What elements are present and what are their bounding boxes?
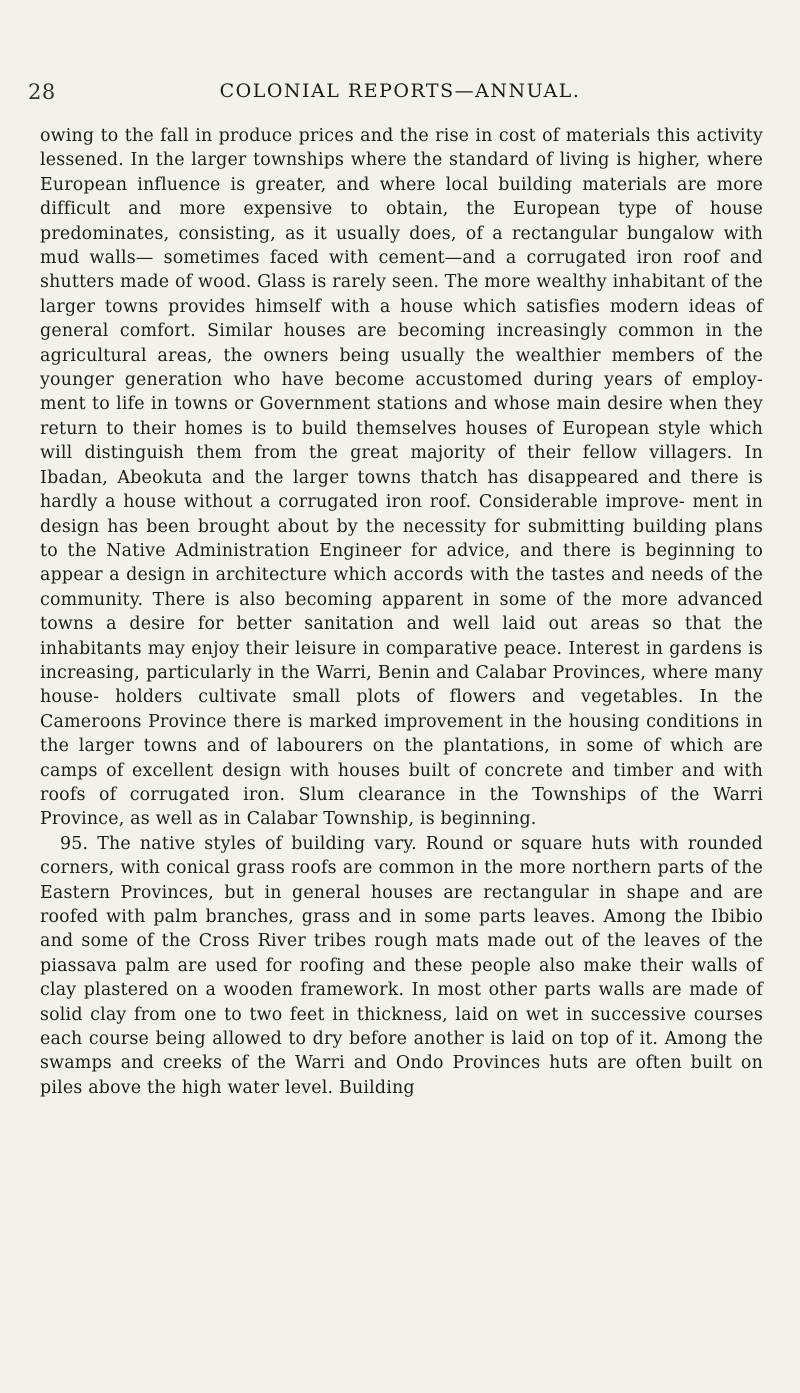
page-number: 28: [28, 80, 56, 104]
running-title: COLONIAL REPORTS—ANNUAL.: [219, 80, 581, 102]
body-text: [40, 124, 763, 1100]
paragraph-94-continued: owing to the fall in produce prices and the rise in cost of materials this activity lessened. In the larger townships where the standard of living is higher, where European influence is greater, and where local building materials are more difficult and more expensive to obtain, the European type of house predominates, consisting, as it usually does, of a rectangular bungalow with mud walls— sometimes faced with cement—and a corrugated iron roof and shutters made of wood. Glass is rarely seen. The more wealthy inhabitant of the larger towns provides himself with a house which satisfies modern ideas of general comfort. Similar houses are becoming increasingly common in the agricultural areas, the owners being usually the wealthier members of the younger generation who have become accustomed during years of employ- ment to life in towns or Government stations and whose main desire when they return to their homes is to build themselves houses of European style which will distinguish them from the great majority of their fellow villagers. In Ibadan, Abeokuta and the larger towns thatch has disappeared and there is hardly a house without a corrugated iron roof. Considerable improve- ment in design has been brought about by the necessity for submitting building plans to the Native Administration Engineer for advice, and there is beginning to appear a design in architecture which accords with the tastes and needs of the community. There is also becoming apparent in some of the more advanced towns a desire for better sanitation and well laid out areas so that the inhabitants may enjoy their leisure in comparative peace. Interest in gardens is increasing, particularly in the Warri, Benin and Calabar Provinces, where many house- holders cultivate small plots of flowers and vegetables. In the Cameroons Province there is marked improvement in the housing conditions in the larger towns and of labourers on the plantations, in some of which are camps of excellent design with houses built of concrete and timber and with roofs of corrugated iron. Slum clearance in the Townships of the Warri Province, as well as in Calabar Township, is beginning.: [40, 126, 763, 830]
paragraph-95: 95. The native styles of building vary. Round or square huts with rounded corners, with conical grass roofs are common in the more northern parts of the Eastern Provinces, but in general houses are rectangular in shape and are roofed with palm branches, grass and in some parts leaves. Among the Ibibio and some of the Cross River tribes rough mats made out of the leaves of the piassava palm are used for roofing and these people also make their walls of clay plastered on a wooden framework. In most other parts walls are made of solid clay from one to two feet in thickness, laid on wet in successive courses each course being allowed to dry before another is laid on top of it. Among the swamps and creeks of the Warri and Ondo Provinces huts are often built on piles above the high water level. Building: [40, 833, 763, 1098]
